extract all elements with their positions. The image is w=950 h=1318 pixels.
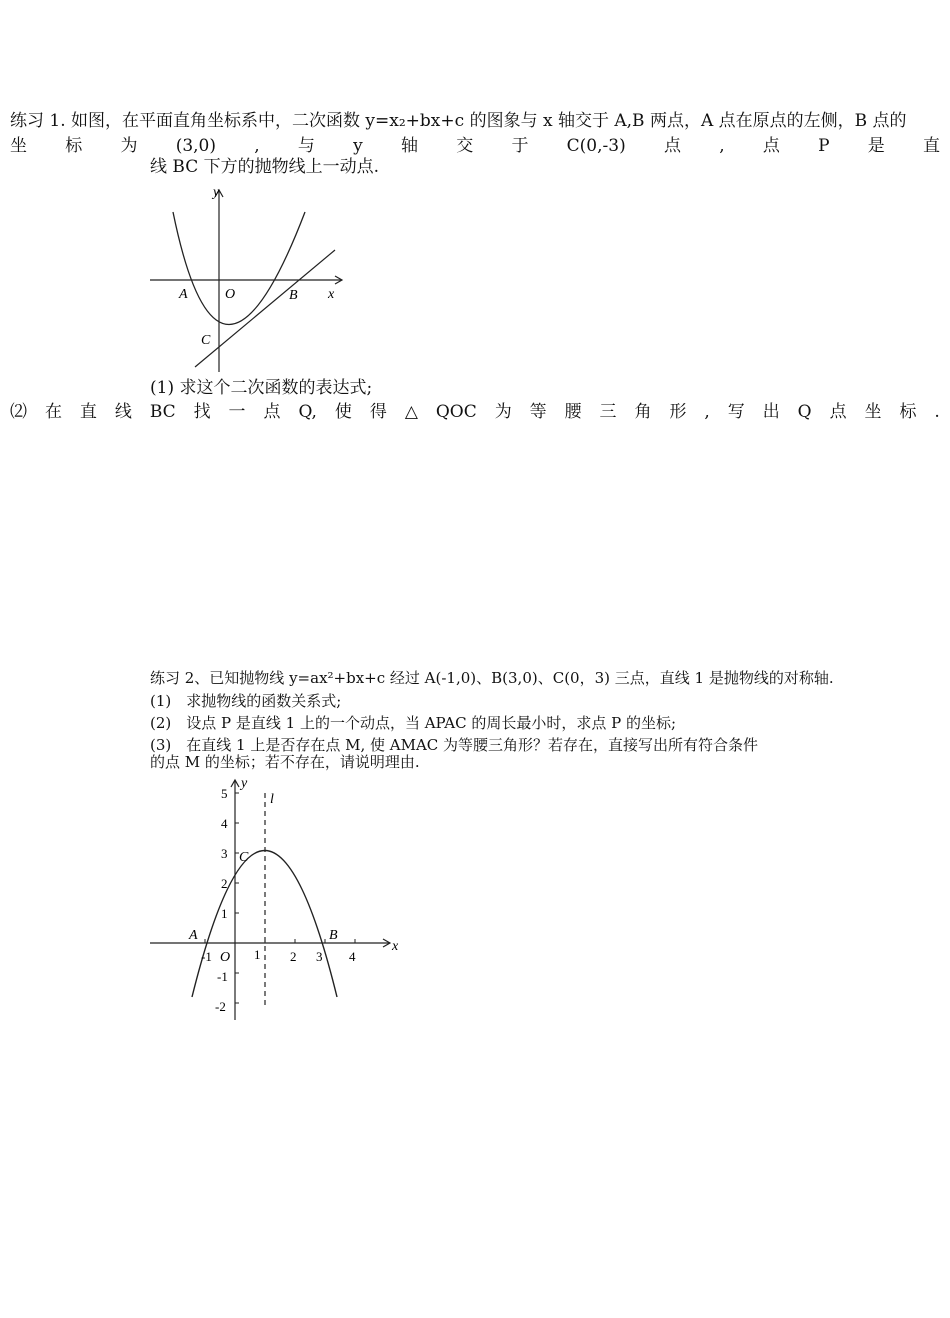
ex1-q2-token: 一 [228, 402, 246, 422]
ex1-q2-token: ⑵ [10, 402, 27, 422]
ex1-x-label: x [328, 287, 335, 302]
ex2-y-tick-label: -1 [217, 969, 228, 984]
ex1-parabola-figure [145, 182, 345, 374]
ex1-origin-label: O [225, 287, 236, 302]
ex1-question-2 [10, 401, 940, 423]
ex1-q2-token: 坐 [864, 402, 882, 422]
ex1-point-a-label: A [179, 287, 188, 302]
ex1-parabola-curve [173, 212, 305, 325]
ex1-line2-token: 轴 [400, 136, 418, 156]
ex2-y-tick-label: -2 [215, 999, 226, 1014]
ex1-statement-line1: 练习 1. 如图，在平面直角坐标系中，二次函数 y=x₂+bx+c 的图象与 x 轴交于 A,B 两点，A 点在原点的左侧，B 点的 [10, 111, 907, 131]
ex1-q2-token: 点 [829, 402, 847, 422]
ex1-line2-token: , [719, 136, 725, 156]
ex2-y-tick-label: 4 [221, 816, 228, 831]
ex2-parabola-figure [145, 775, 405, 1025]
ex1-q2-token: △ [404, 402, 418, 422]
ex2-question-3-line2: 的点 M 的坐标；若不存在，请说明理由. [150, 753, 420, 771]
ex1-q2-token: . [934, 402, 940, 422]
ex1-q2-token: BC [149, 402, 176, 422]
ex1-q2-token: 写 [727, 402, 745, 422]
ex1-line2-token: 点 [762, 136, 780, 156]
ex1-q2-token: Q, [298, 402, 317, 422]
ex1-q2-token: 直 [79, 402, 97, 422]
ex1-line2-token: 标 [65, 136, 83, 156]
ex2-statement: 练习 2、已知抛物线 y=ax²+bx+c 经过 A(-1,0)、B(3,0)、C(0，3) 三点，直线 1 是抛物线的对称轴. [150, 669, 834, 687]
ex1-line2-token: 是 [867, 136, 885, 156]
ex1-line2-token: 直 [923, 136, 940, 156]
ex1-point-b-label: B [289, 288, 298, 303]
ex1-line2-token: 坐 [10, 136, 27, 156]
ex2-question-2: (2) 设点 P 是直线 1 上的一个动点，当 APAC 的周长最小时，求点 P 的坐标; [150, 714, 677, 732]
ex1-q2-token: , [704, 402, 710, 422]
ex1-line-bc [195, 250, 335, 367]
ex1-statement-line3: 线 BC 下方的抛物线上一动点. [150, 157, 380, 177]
ex2-origin-label: O [220, 950, 231, 965]
ex2-y-tick-label: 2 [221, 876, 228, 891]
ex2-x-tick-label: 2 [290, 949, 297, 964]
ex1-q2-token: 找 [193, 402, 211, 422]
ex1-line2-token: 于 [511, 136, 529, 156]
ex1-line2-token: , [254, 136, 260, 156]
ex1-y-label: y [213, 185, 220, 200]
ex1-q2-token: 形 [669, 402, 687, 422]
ex1-line2-token: P [818, 136, 830, 156]
ex1-question-1: (1) 求这个二次函数的表达式; [150, 378, 373, 398]
ex1-q2-token: 为 [494, 402, 512, 422]
ex1-statement-line2 [10, 135, 940, 157]
ex2-y-tick-label: 3 [221, 846, 228, 861]
ex1-q2-token: 线 [114, 402, 132, 422]
ex2-x-tick-label: 1 [254, 947, 261, 962]
ex2-x-label: x [392, 939, 399, 954]
ex1-line2-token: C(0,-3) [566, 136, 626, 156]
ex1-q2-token: Q [797, 402, 812, 422]
ex2-point-a-label: A [189, 928, 198, 943]
ex1-q2-token: 点 [263, 402, 281, 422]
ex2-x-tick-label: 3 [316, 949, 323, 964]
ex1-q2-token: 标 [899, 402, 917, 422]
ex1-q2-token: 等 [529, 402, 547, 422]
ex1-q2-token: 在 [44, 402, 62, 422]
ex1-q2-token: 得 [369, 402, 387, 422]
ex2-point-b-label: B [329, 928, 338, 943]
ex1-line2-token: 交 [456, 136, 474, 156]
ex2-x-tick-label: 4 [349, 949, 356, 964]
ex2-question-3-line1: (3) 在直线 1 上是否存在点 M, 使 AMAC 为等腰三角形？若存在，直接写出所有符合条件 [150, 736, 759, 754]
ex1-q2-token: 使 [334, 402, 352, 422]
ex1-q2-token: 三 [599, 402, 617, 422]
ex2-question-1: (1) 求抛物线的函数关系式; [150, 692, 342, 710]
ex1-point-c-label: C [201, 333, 211, 348]
ex1-line2-token: 与 [297, 136, 315, 156]
ex1-q2-token: QOC [435, 402, 477, 422]
ex2-x-tick-label: -1 [201, 949, 212, 964]
ex1-line2-token: 点 [663, 136, 681, 156]
ex1-q2-token: 角 [634, 402, 652, 422]
ex2-y-tick-label: 1 [221, 906, 228, 921]
ex2-y-tick-label: 5 [221, 786, 228, 801]
ex1-line2-token: 为 [120, 136, 138, 156]
ex2-y-label: y [241, 776, 248, 791]
ex1-q2-token: 出 [762, 402, 780, 422]
ex2-point-c-label: C [239, 850, 249, 865]
ex1-line2-token: (3,0) [175, 136, 217, 156]
ex2-line-l-label: l [270, 792, 274, 807]
ex1-q2-token: 腰 [564, 402, 582, 422]
ex1-line2-token: y [353, 136, 363, 156]
